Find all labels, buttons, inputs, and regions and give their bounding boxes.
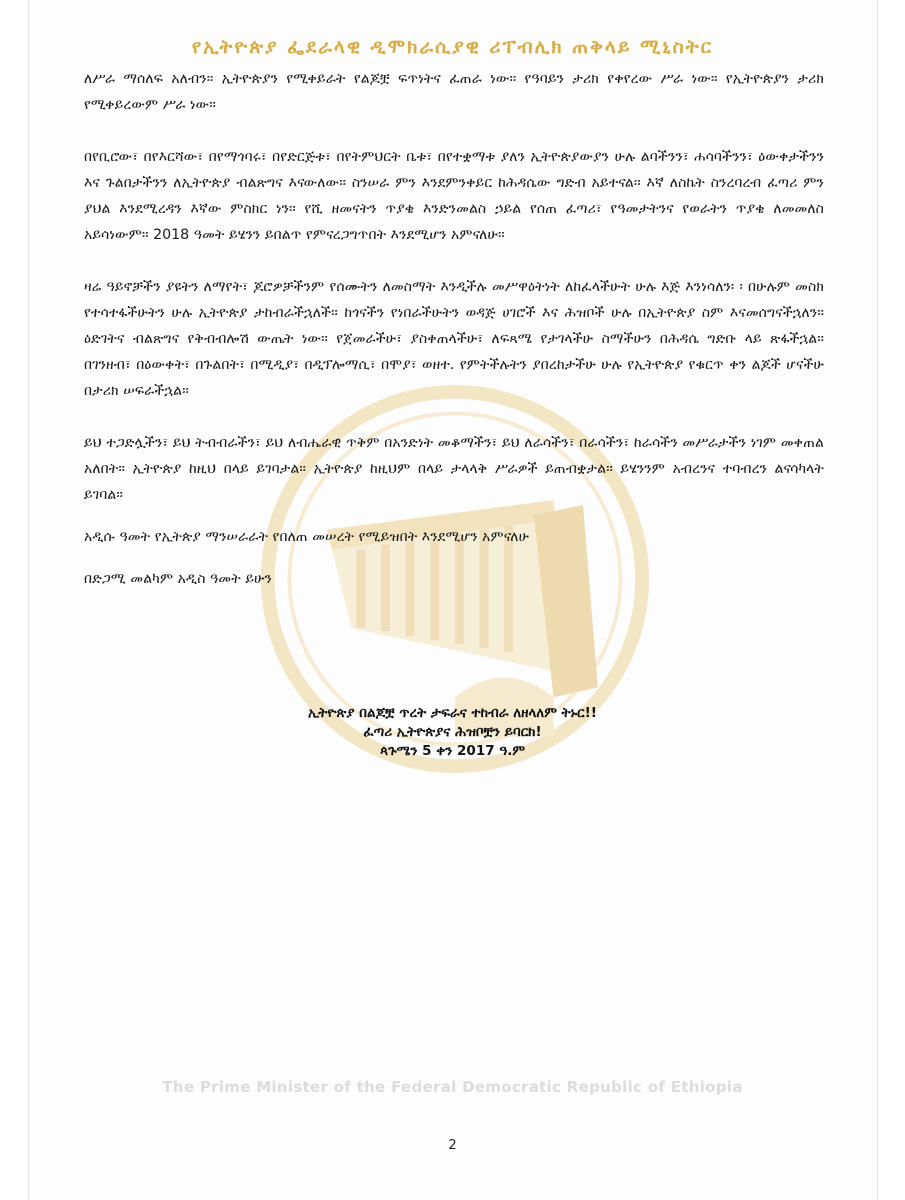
body-paragraph-1: ለሥራ ማሰለፍ አለብን፡፡ ኢትዮጵያን የሚቀይራት የልጆቿ ፍጥነትና ፈጠራ ነው፡፡ የዓባይን ታሪክ የቀየረው ሥራ ነው፡፡ የኢትዮጵያን ታሪክ የሚቀይረውም ሥራ ነው፡፡ (84, 71, 824, 113)
page-number: 2 (448, 1138, 457, 1153)
body-paragraph-6: በድጋሚ መልካም አዲስ ዓመት ይሁን (84, 571, 272, 587)
letter-body (84, 66, 824, 608)
body-paragraph-5: አዲሱ ዓመት የኢትጵያ ማንሠራራት የበለጠ መሠረት የሚይዝበት እንደሚሆን አምናለሁ (84, 529, 530, 545)
closing-block (0, 704, 905, 761)
closing-line-1: ኢትዮጵያ በልጆቿ ጥረት ታፍራና ተከብራ ለዘላለም ትኑር!! (308, 705, 597, 721)
body-paragraph-2: በየቢሮው፣ በየእርሻው፣ በየማጎባሩ፣ በየድርጅቱ፣ በየትምህርት ቤቱ፣ በየተቋማቱ ያለን ኢትዮጵያውያን ሁሉ ልባችንን፣ ሐሳባችንን፣ ዕውቀታችንን እና ጉልበታችንን ለኢትዮጵያ ብልጽግና እናውለው፡፡ ስንሠራ ምን እንደምንቀይር ከሕዳሴው ግድብ አይተናል፡፡ እኛ ለስኬት ስንረባረብ ፈጣሪ ምን ያህል እንደሚረዳን እኛው ምስክር ነን፡፡ የሺ ዘመናትን ጥያቄ እንድንመልስ ኃይል የሰጠ ፈጣሪ፣ የዓመታትንና የወራትን ጥያቄ ለመመለስ አይሳነውም፡፡ 2018 ዓመት ይሄንን ይበልጥ የምናረጋግጥበት እንደሚሆን አምናለሁ፡፡ (84, 149, 824, 243)
footer-english-title: The Prime Minister of the Federal Democratic Republic of Ethiopia (162, 1078, 743, 1096)
body-paragraph-3: ዛሬ ዓይኖቻችን ያዩትን ለማየት፣ ጆሮዎቻችንም የሰሙትን ለመስማት እንዲችሉ መሥዋዕትነት ለከፈላችሁት ሁሉ እጅ እንነሳለን፡ ፡ በሁሉም መስክ የተሳተፋችሁትን ሁሉ ኢትዮጵያ ታከብራችኋለች፡፡ ከጎናችን የነበራችሁትን ወዳጅ ሀገሮች እና ሕዝቦች ሁሉ በኢትዮጵያ ስም እናመሰግናችኋለን፡፡ ዕድገትና ብልጽግና የቅብብሎሽ ውጤት ነው፡፡ የጀመራችሁ፣ ያስቀጠላችሁ፣ ለፍጻሜ የታገላችሁ ስማችሁን በሕዳሴ ግድቡ ላይ ጽፋችኋል፡፡ በገንዘብ፣ በዕውቀት፣ በጉልበት፣ በሚዲያ፣ በዲፕሎማሲ፣ በሞያ፣ ወዘተ. የምትችሉትን ያበረከታችሁ ሁሉ የኢትዮጵያ የቁርጥ ቀን ልጆች ሆናችሁ በታሪክ ሠፍራችኋል፡፡ (84, 279, 824, 399)
letterhead-title: የኢትዮጵያ ፌደራላዊ ዲሞክራሲያዊ ሪፐብሊክ ጠቅላይ ሚኒስትር (191, 36, 714, 58)
body-paragraph-4: ይህ ተጋድሏችን፣ ይህ ትብብራችን፣ ይህ ለብሔራዊ ጥቅም በአንድነት መቆማችን፣ ይህ ለራሳችን፣ በራሳችን፣ ከራሳችን መሥራታችን ነገም መቀጠል አለበት፡፡ ኢትዮጵያ ከዚህ በላይ ይገባታል፡፡ ኢትዮጵያ ከዚህም በላይ ታላላቅ ሥራዎች ይጠብቋታል፡፡ ይሄንንም አብረንና ተባብረን ልናሳካላት ይገባል፡፡ (84, 435, 824, 503)
closing-line-2: ፈጣሪ ኢትዮጵያና ሕዝቦቿን ይባርክ! (363, 724, 542, 740)
closing-date: ጳጉሜን 5 ቀን 2017 ዓ.ም (379, 743, 526, 759)
